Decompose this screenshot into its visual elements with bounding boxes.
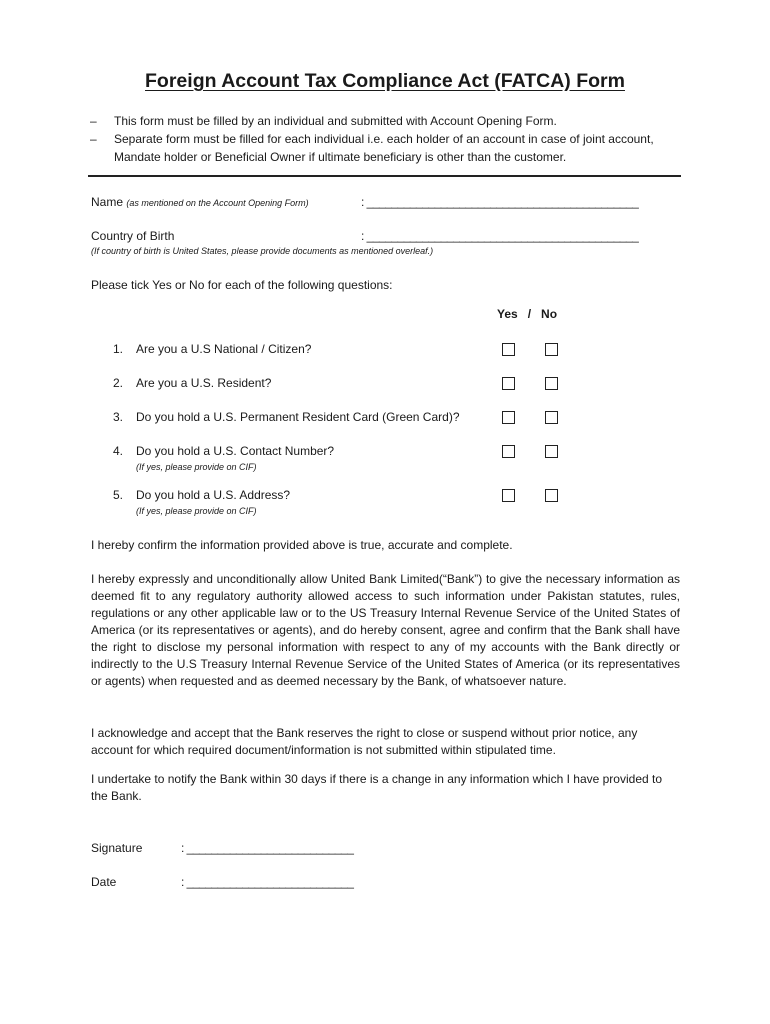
name-label bbox=[91, 195, 309, 209]
instruction-item bbox=[90, 130, 690, 166]
name-field[interactable]: : ____________________________________________ bbox=[361, 195, 639, 209]
confirmation-statement: I hereby confirm the information provided above is true, accurate and complete. bbox=[91, 538, 513, 552]
question-3-yes-checkbox[interactable] bbox=[502, 411, 515, 424]
question-3-no-checkbox[interactable] bbox=[545, 411, 558, 424]
signature-label: Signature bbox=[91, 841, 143, 855]
acknowledgement-statement: I acknowledge and accept that the Bank reserves the right to close or suspend without prior notice, any account for which required document/information is not submitted within stipulated time. bbox=[91, 726, 638, 757]
instruction-text: Separate form must be filled for each individual i.e. each holder of an account in case of joint account, Mandate holder or Beneficial Owner if ultimate beneficiary is other than the customer. bbox=[114, 132, 654, 164]
signature-field[interactable]: : ___________________________ bbox=[181, 841, 354, 855]
question-2 bbox=[113, 376, 271, 390]
question-1-no-checkbox[interactable] bbox=[545, 343, 558, 356]
question-4 bbox=[113, 444, 334, 458]
authorization-statement: I hereby expressly and unconditionally allow United Bank Limited(“Bank”) to give the necessary information as deemed fit to any regulatory authority allowed access to such information under Pakistan statutes, rules, regulations or any other applicable law or to the US Treasury Internal Revenue Service of the United States of America (or its representatives or agents), and do hereby consent, agree and confirm that the Bank shall have the right to disclose my personal information with respect to any of my accounts with the Bank directly or indirectly to the U.S Treasury Internal Revenue Service of the United States of America (or its representatives or agents) when requested and as deemed necessary by the Bank, of whatsoever nature. bbox=[91, 572, 680, 688]
date-label: Date bbox=[91, 875, 117, 889]
section-divider bbox=[88, 175, 681, 177]
question-5-no-checkbox[interactable] bbox=[545, 489, 558, 502]
question-5-yes-checkbox[interactable] bbox=[502, 489, 515, 502]
question-number: 4. bbox=[113, 444, 124, 458]
questions-intro: Please tick Yes or No for each of the following questions: bbox=[91, 278, 393, 292]
question-4-no-checkbox[interactable] bbox=[545, 445, 558, 458]
yes-no-header: Yes / No bbox=[497, 307, 558, 321]
country-of-birth-note: (If country of birth is United States, please provide documents as mentioned overleaf.) bbox=[91, 246, 434, 256]
date-field[interactable]: : ___________________________ bbox=[181, 875, 354, 889]
name-hint: (as mentioned on the Account Opening Form) bbox=[126, 198, 309, 208]
question-1-yes-checkbox[interactable] bbox=[502, 343, 515, 356]
name-label-text: Name bbox=[91, 195, 124, 209]
instruction-item bbox=[90, 112, 690, 130]
instruction-bullet: – bbox=[90, 132, 97, 146]
question-1 bbox=[113, 342, 311, 356]
question-5-note: (If yes, please provide on CIF) bbox=[136, 506, 257, 516]
question-4-yes-checkbox[interactable] bbox=[502, 445, 515, 458]
question-5 bbox=[113, 488, 290, 502]
question-number: 1. bbox=[113, 342, 124, 356]
question-2-yes-checkbox[interactable] bbox=[502, 377, 515, 390]
question-text: Are you a U.S. Resident? bbox=[136, 376, 272, 390]
country-of-birth-label: Country of Birth bbox=[91, 229, 175, 243]
question-2-no-checkbox[interactable] bbox=[545, 377, 558, 390]
question-number: 5. bbox=[113, 488, 124, 502]
instructions-list bbox=[90, 112, 690, 166]
question-4-note: (If yes, please provide on CIF) bbox=[136, 462, 257, 472]
instruction-bullet: – bbox=[90, 114, 97, 128]
question-text: Do you hold a U.S. Contact Number? bbox=[136, 444, 335, 458]
instruction-text: This form must be filled by an individual and submitted with Account Opening Form. bbox=[114, 114, 557, 128]
question-text: Do you hold a U.S. Address? bbox=[136, 488, 291, 502]
question-number: 2. bbox=[113, 376, 124, 390]
form-title: Foreign Account Tax Compliance Act (FATCA) Form bbox=[145, 70, 625, 92]
country-of-birth-field[interactable]: : ____________________________________________ bbox=[361, 229, 639, 243]
undertaking-statement: I undertake to notify the Bank within 30 days if there is a change in any information which I have provided to the Bank. bbox=[91, 772, 663, 803]
question-text: Do you hold a U.S. Permanent Resident Card (Green Card)? bbox=[136, 410, 460, 424]
question-3 bbox=[113, 410, 460, 424]
question-text: Are you a U.S National / Citizen? bbox=[136, 342, 312, 356]
question-number: 3. bbox=[113, 410, 124, 424]
